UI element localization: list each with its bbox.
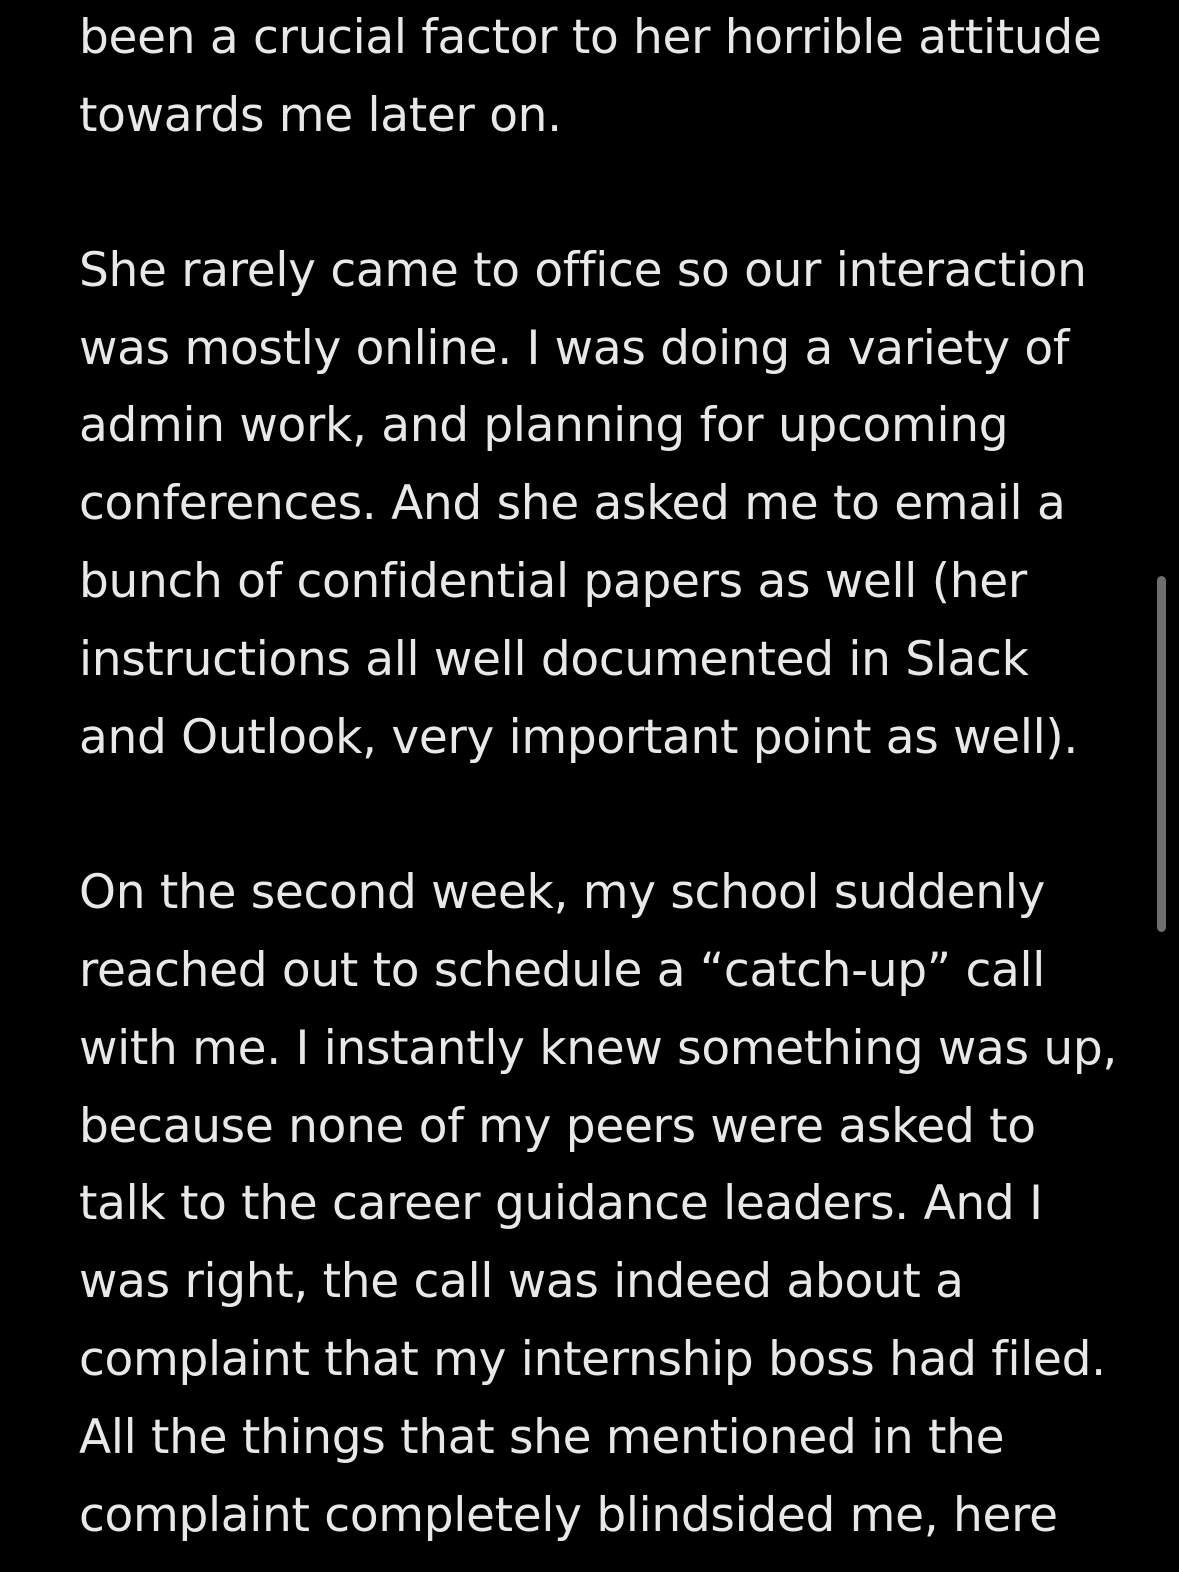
text-line: was mostly online. I was doing a variety of — [79, 321, 1070, 376]
vertical-scrollbar[interactable] — [1157, 576, 1166, 932]
text-line: was right, the call was indeed about a — [79, 1254, 964, 1309]
text-line: On the second week, my school suddenly — [79, 865, 1046, 920]
text-line: bunch of confidential papers as well (her — [79, 554, 1027, 609]
text-line: complaint that my internship boss had filed. — [79, 1332, 1106, 1387]
text-line: All the things that she mentioned in the — [79, 1410, 1005, 1465]
text-line: instructions all well documented in Slack — [79, 632, 1029, 687]
text-line: reached out to schedule a “catch-up” call — [79, 943, 1046, 998]
text-line: admin work, and planning for upcoming — [79, 398, 1009, 453]
text-line: She rarely came to office so our interaction — [79, 243, 1087, 298]
text-line: talk to the career guidance leaders. And I — [79, 1176, 1043, 1231]
text-line: because none of my peers were asked to — [79, 1099, 1036, 1154]
text-line: towards me later on. — [79, 88, 562, 143]
text-line: complaint completely blindsided me, here — [79, 1488, 1058, 1543]
text-line: and Outlook, very important point as well). — [79, 710, 1079, 765]
text-line: with me. I instantly knew something was up, — [79, 1021, 1118, 1076]
text-line: conferences. And she asked me to email a — [79, 476, 1066, 531]
text-line: been a crucial factor to her horrible attitude — [79, 10, 1102, 65]
